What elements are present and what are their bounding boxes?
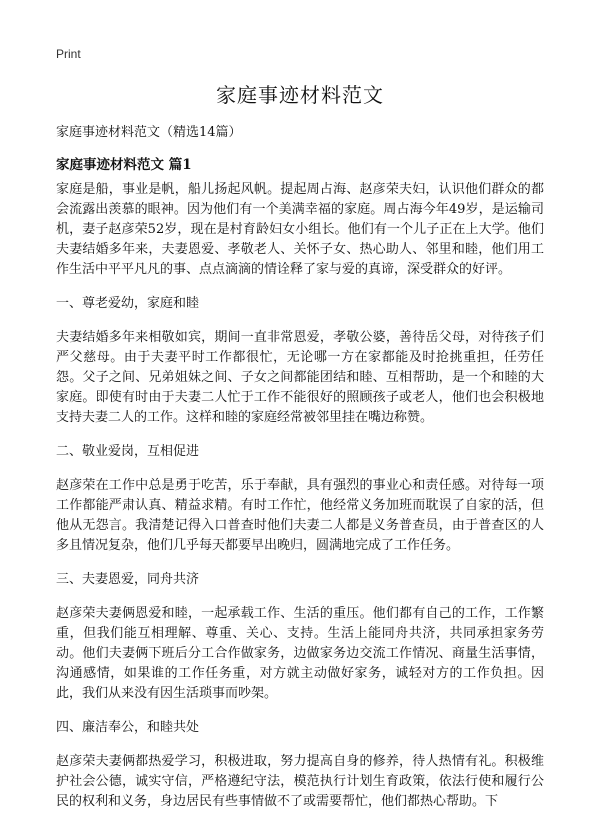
heading-1: 一、尊老爱幼，家庭和睦 [56, 296, 200, 311]
heading-3: 三、夫妻恩爱，同舟共济 [56, 572, 200, 587]
intro-paragraph: 家庭是船，事业是帆，船儿扬起风帆。提起周占海、赵彦荣夫妇，认识他们群众的都会流露出羡慕的眼神。因为他们有一个美满幸福的家庭。周占海今年49岁，是运输司机，妻子赵彦荣52岁，现在是村育龄妇女小组长。他们有一个儿子正在上大学。他们夫妻结婚多年来，夫妻恩爱、孝敬老人、关怀子女、热心助人、邻里和睦，他们用工作生活中平平凡凡的事、点点滴滴的情诠释了家与爱的真谛，深受群众的好评。 [56, 182, 544, 277]
paragraph-2: 赵彦荣在工作中总是勇于吃苦，乐于奉献，具有强烈的事业心和责任感。对待每一项工作都能严肃认真、精益求精。有时工作忙，他经常义务加班而耽误了自家的活，但他从无怨言。我清楚记得入口普查时他们夫妻二人都是义务普查员，由于普查区的人多且情况复杂，他们几乎每天都要早出晚归，圆满地完成了工作任务。 [56, 478, 544, 553]
heading-2: 二、敬业爱岗，互相促进 [56, 444, 200, 459]
page-title: 家庭事迹材料范文 [216, 83, 384, 107]
section-title: 家庭事迹材料范文 篇1 [56, 157, 192, 173]
paragraph-4: 赵彦荣夫妻俩都热爱学习，积极进取，努力提高自身的修养，待人热情有礼。积极维护社会公德，诚实守信，严格遵纪守法，模范执行计划生育政策，依法行使和履行公民的权利和义务，身边居民有些事情做不了或需要帮忙，他们都热心帮助。下 [56, 754, 544, 809]
paragraph-3: 赵彦荣夫妻俩恩爱和睦，一起承载工作、生活的重压。他们都有自己的工作，工作繁重，但我们能互相理解、尊重、关心、支持。生活上能同舟共济，共同承担家务劳动。他们夫妻俩下班后分工合作做家务，边做家务边交流工作情况、商量生活事情，沟通感情，如果谁的工作任务重，对方就主动做好家务，诚轻对方的工作负担。因此，我们从来没有因生活琐事而吵架。 [56, 606, 544, 701]
heading-4: 四、廉洁奉公，和睦共处 [56, 720, 200, 735]
document-subtitle: 家庭事迹材料范文（精选14篇） [56, 125, 242, 140]
article-body [56, 180, 544, 826]
print-label: Print [56, 47, 81, 61]
paragraph-1: 夫妻结婚多年来相敬如宾，期间一直非常恩爱，孝敬公婆，善待岳父母，对待孩子们严父慈母。由于夫妻平时工作都很忙，无论哪一方在家都能及时抢挑重担，任劳任怨。父子之间、兄弟姐妹之间、子女之间都能团结和睦、互相帮助，是一个和睦的大家庭。即使有时由于夫妻二人忙于工作不能很好的照顾孩子或老人，他们也会积极地支持夫妻二人的工作。这样和睦的家庭经常被邻里挂在嘴边称赞。 [56, 330, 544, 425]
